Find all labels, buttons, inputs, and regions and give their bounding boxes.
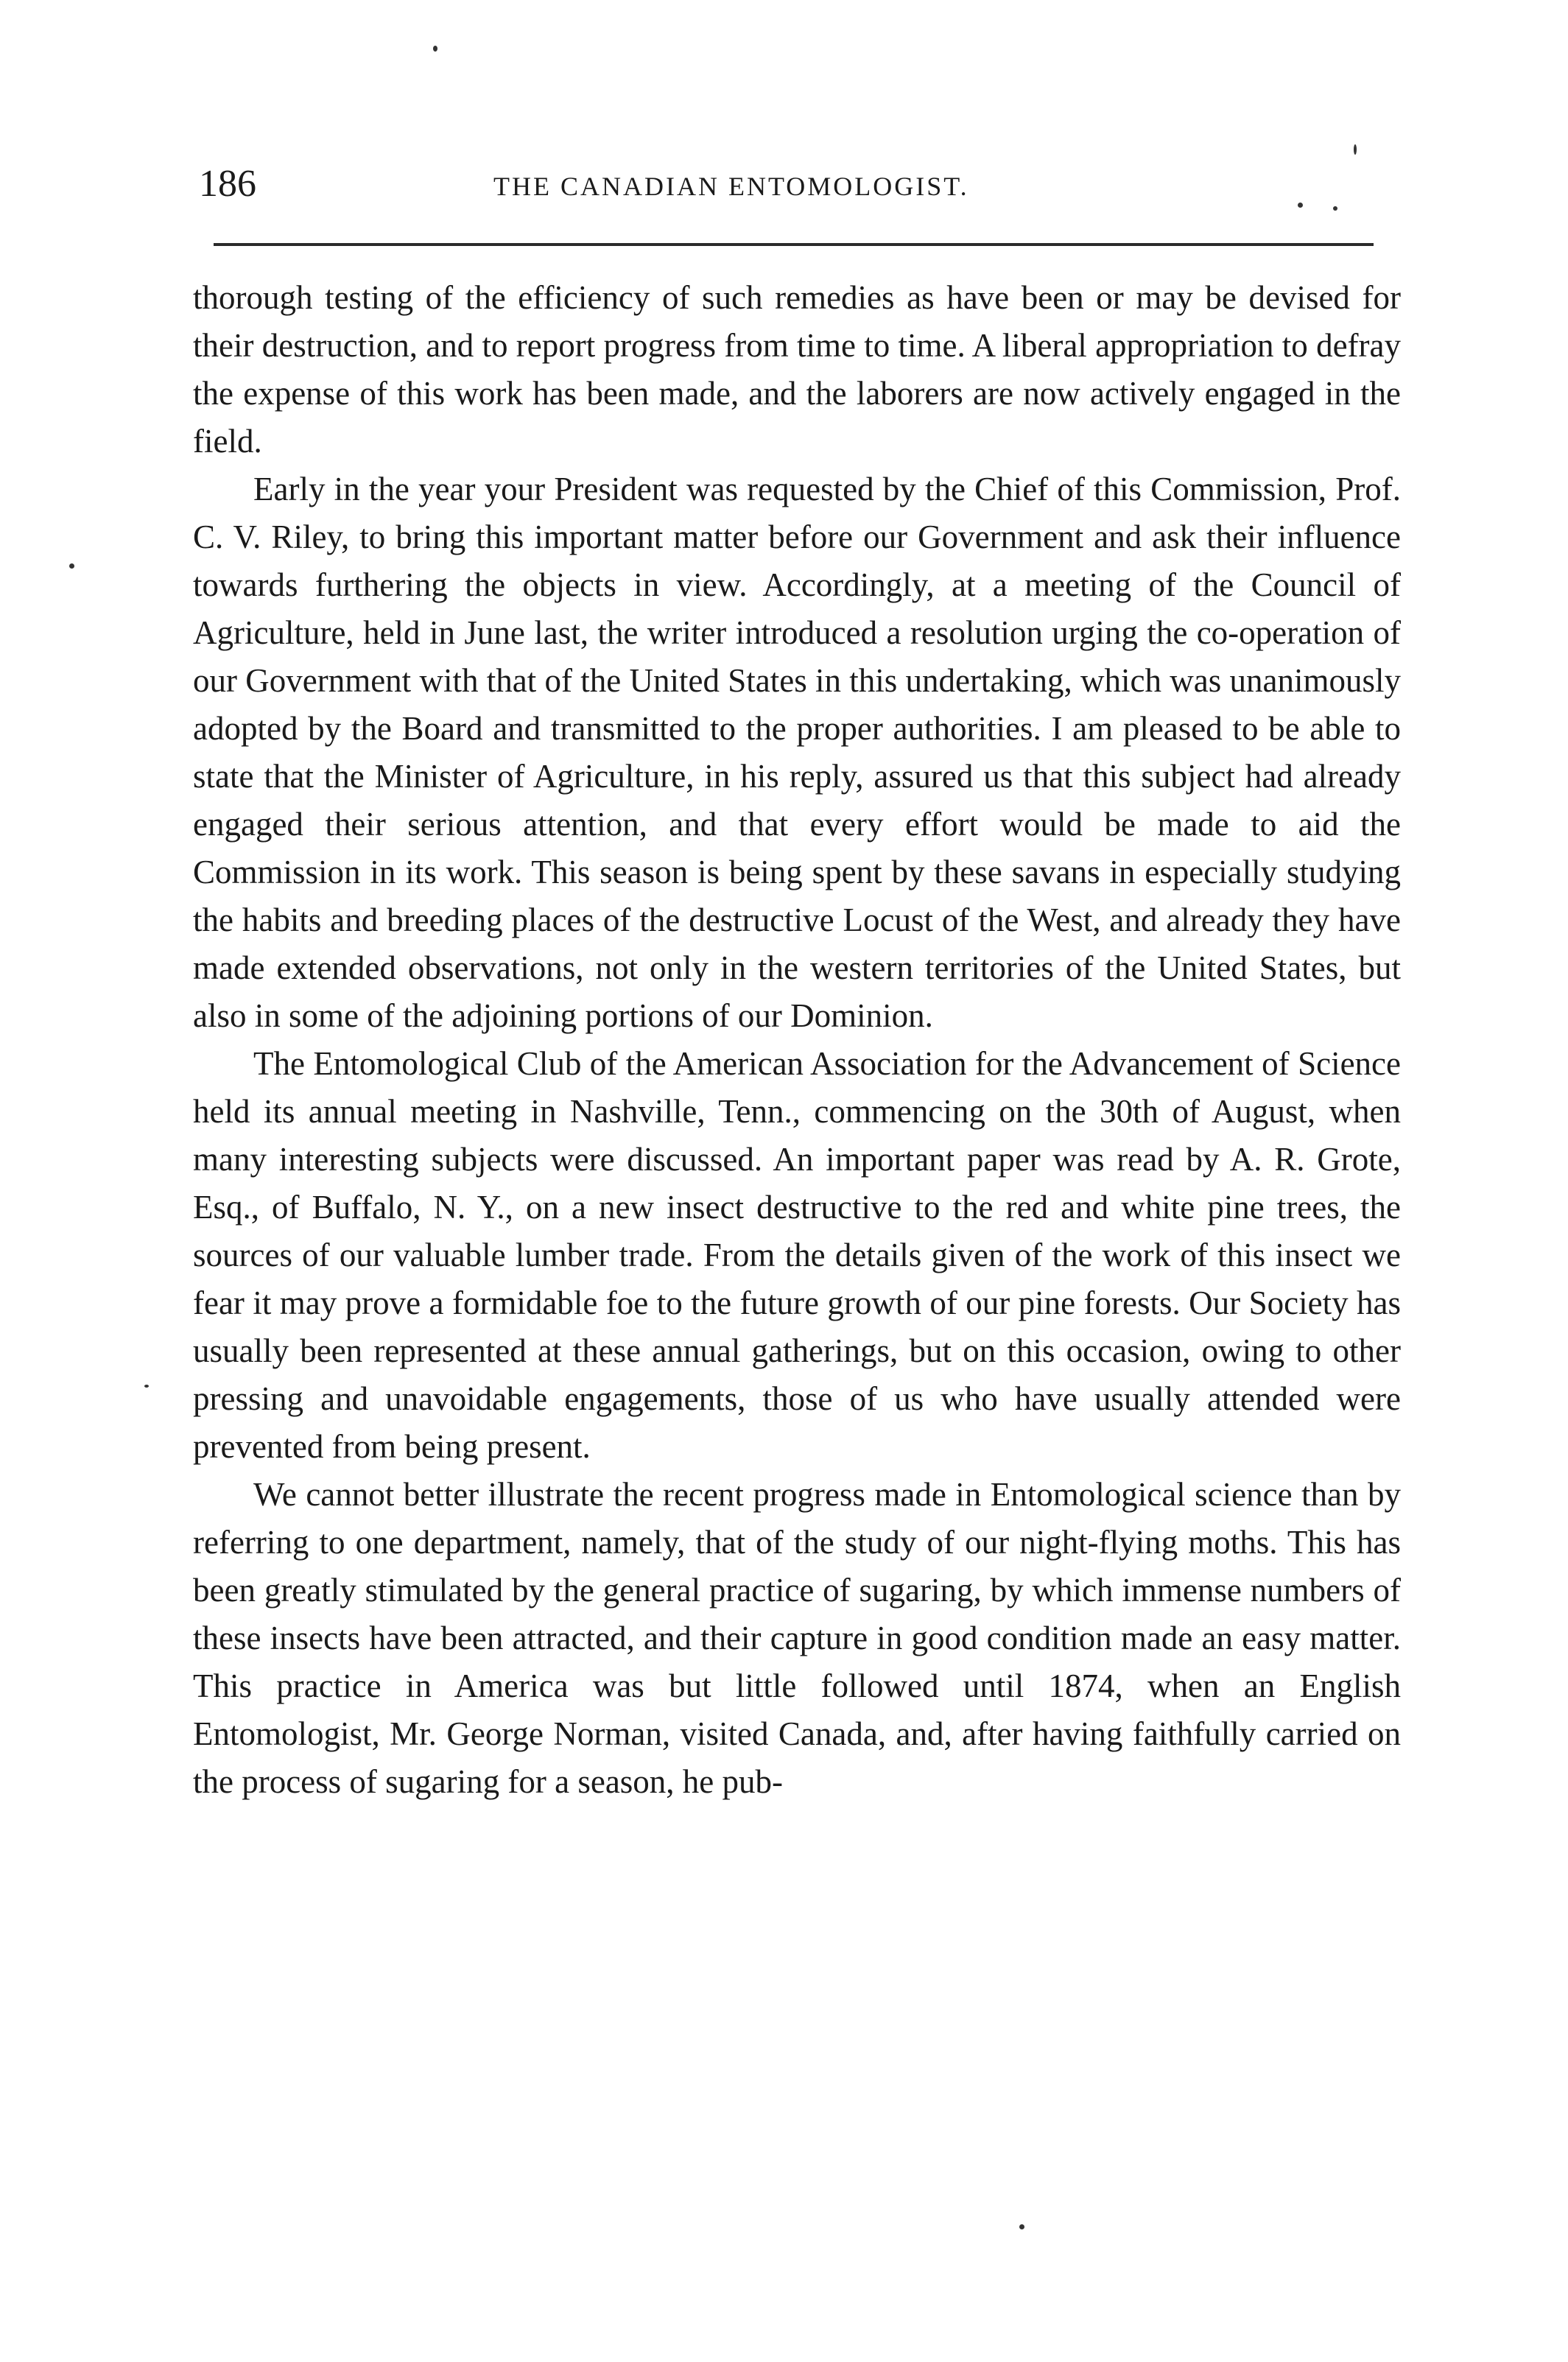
paragraph-night-flying-moths: We cannot better illustrate the recent progress made in Entomological science than by referring to one department, namely, that of the study of our night-flying moths. This has been greatly stimulated by the general practice of sugaring, by which immense numbers of these insects have been attracted, and their capture in good condition made an easy matter. This practice in America was but little followed until 1874, when an English Entomologist, Mr. George Norman, visited Canada, and, after having faithfully carried on the process of sugaring for a season, he pub- xyxy=(193,1476,1401,1800)
paragraph-continued: thorough testing of the efficiency of such remedies as have been or may be devised for their destruction, and to report progress from time to time. A liberal appropriation to defray the expense of this work has been made, and the laborers are now actively engaged in the field. xyxy=(193,279,1401,460)
body-text xyxy=(193,274,1401,1806)
scan-speck xyxy=(1298,203,1303,208)
header-rule xyxy=(214,243,1374,246)
page-number: 186 xyxy=(199,163,256,205)
paragraph-commission: Early in the year your President was requested by the Chief of this Commission, Prof. C. V. Riley, to bring this important matter before our Government and ask their influence towards furthering the objects in view. Accordingly, at a meeting of the Council of Agriculture, held in June last, the writer introduced a resolution urging the co-operation of our Government with that of the United States in this undertaking, which was unanimously adopted by the Board and transmitted to the proper authorities. I am pleased to be able to state that the Minister of Agriculture, in his reply, assured us that this subject had already engaged their serious attention, and that every effort would be made to aid the Commission in its work. This season is being spent by these savans in especially studying the habits and breeding places of the destructive Locust of the West, and already they have made extended observations, not only in the western territories of the United States, but also in some of the adjoining portions of our Dominion. xyxy=(193,471,1401,1034)
scan-speck xyxy=(69,563,74,569)
scan-speck xyxy=(1019,2224,1024,2229)
paragraph-entomological-club: The Entomological Club of the American Association for the Advancement of Science held its annual meeting in Nashville, Tenn., commencing on the 30th of August, when many interesting subjects were discussed. An important paper was read by A. R. Grote, Esq., of Buffalo, N. Y., on a new insect destructive to the red and white pine trees, the sources of our valuable lumber trade. From the details given of the work of this insect we fear it may prove a formidable foe to the future growth of our pine forests. Our Society has usually been represented at these annual gatherings, but on this occasion, owing to other pressing and unavoidable engagements, those of us who have usually attended were prevented from being present. xyxy=(193,1045,1401,1465)
scan-speck xyxy=(144,1385,149,1388)
scan-speck xyxy=(1354,144,1357,155)
page-header xyxy=(184,158,1407,210)
scan-speck xyxy=(433,46,437,52)
scan-speck xyxy=(1333,206,1337,211)
running-title: THE CANADIAN ENTOMOLOGIST. xyxy=(493,172,969,201)
